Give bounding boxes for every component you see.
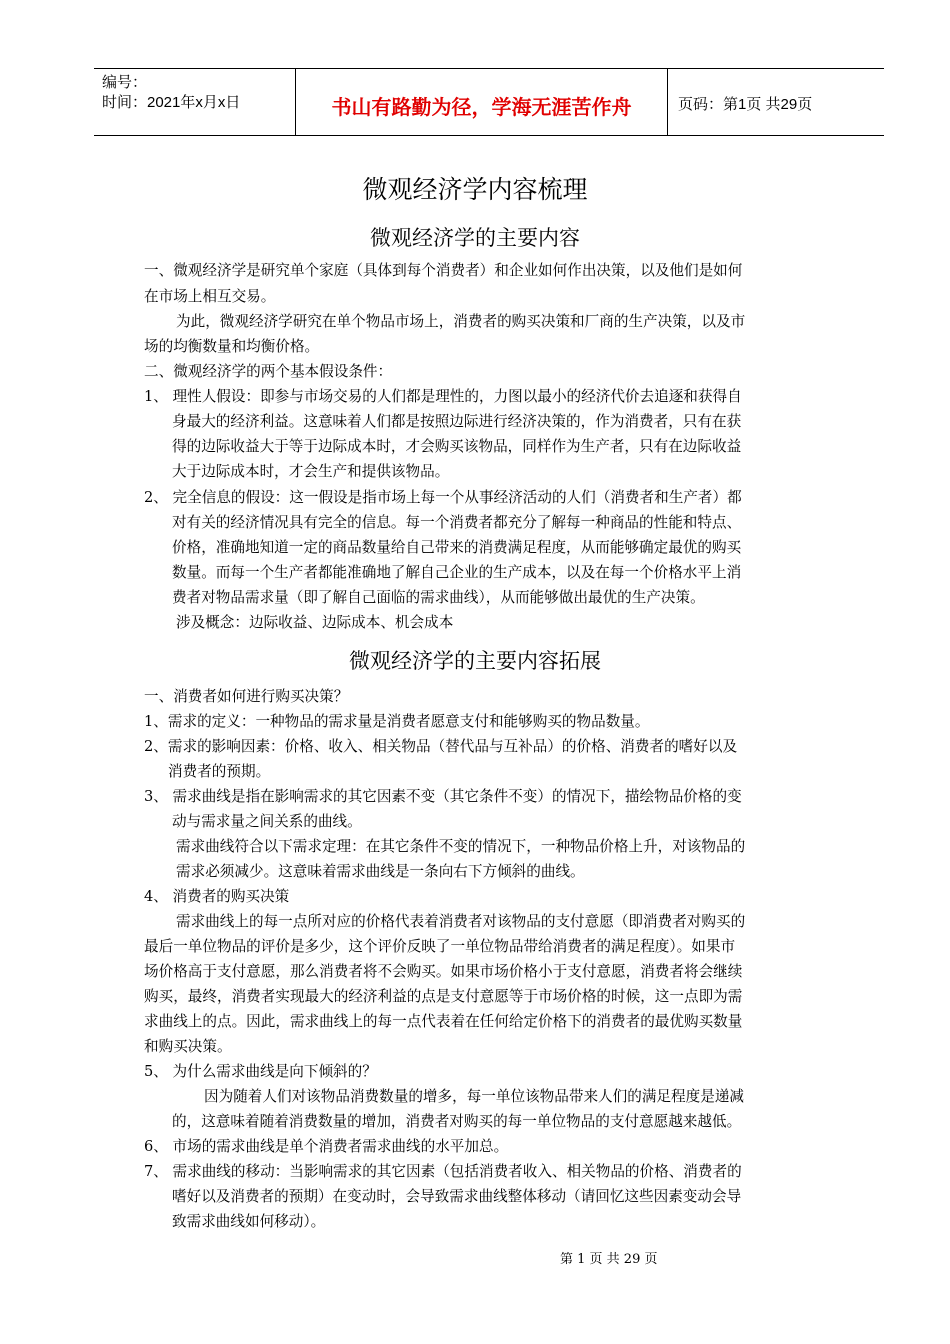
document-number-label: 编号： (102, 74, 148, 91)
list-item-line: 致需求曲线如何移动）。 (172, 1213, 326, 1230)
list-item-line: 1、 理性人假设：即参与市场交易的人们都是理性的，力图以最小的经济代价去追逐和获得自 (144, 388, 742, 405)
paragraph-line: 二、微观经济学的两个基本假设条件： (144, 363, 393, 380)
header-page-info: 页码：第1页 共29页 (678, 96, 813, 113)
document-time-label: 时间：2021年x月x日 (102, 94, 241, 111)
list-item-line: 大于边际成本时，才会生产和提供该物品。 (172, 463, 450, 480)
header-left-cell (94, 69, 296, 135)
paragraph-line: 场的均衡数量和均衡价格。 (144, 338, 320, 355)
paragraph-line: 购买，最终，消费者实现最大的经济利益的点是支付意愿等于市场价格的时候，这一点即为需 (144, 988, 743, 1005)
list-item-line: 3、 需求曲线是指在影响需求的其它因素不变（其它条件不变）的情况下，描绘物品价格的变 (144, 788, 742, 805)
header-table (94, 68, 884, 136)
list-item-line: 4、 消费者的购买决策 (144, 888, 290, 905)
paragraph-line: 的，这意味着随着消费数量的增加，消费者对购买的每一单位物品的支付意愿越来越低。 (172, 1113, 742, 1130)
section-title-main-content: 微观经济学的主要内容 (370, 226, 580, 250)
paragraph-line: 求曲线上的点。因此，需求曲线上的每一点代表着在任何给定价格下的消费者的最优购买数量 (144, 1013, 743, 1030)
list-item-line: 1、需求的定义：一种物品的需求量是消费者愿意支付和能够购买的物品数量。 (144, 713, 650, 730)
list-item-line: 2、需求的影响因素：价格、收入、相关物品（替代品与互补品）的价格、消费者的嗜好以及 (144, 738, 738, 755)
list-item-line: 6、 市场的需求曲线是单个消费者需求曲线的水平加总。 (144, 1138, 509, 1155)
list-item-line: 需求曲线符合以下需求定理：在其它条件不变的情况下，一种物品价格上升，对该物品的 (176, 838, 746, 855)
list-item-line: 费者对物品需求量（即了解自己面临的需求曲线），从而能够做出最优的生产决策。 (172, 589, 705, 606)
header-right-cell (668, 69, 884, 135)
list-item-line: 对有关的经济情况具有完全的信息。每一个消费者都充分了解每一种商品的性能和特点、 (172, 514, 742, 531)
list-item-line: 5、 为什么需求曲线是向下倾斜的？ (144, 1063, 377, 1080)
paragraph-line: 为此，微观经济学研究在单个物品市场上，消费者的购买决策和厂商的生产决策，以及市 (176, 313, 746, 330)
list-item-line: 嗜好以及消费者的预期）在变动时，会导致需求曲线整体移动（请回忆这些因素变动会导 (172, 1188, 742, 1205)
list-item-line: 消费者的预期。 (168, 763, 271, 780)
concepts-line: 涉及概念：边际收益、边际成本、机会成本 (176, 614, 454, 631)
paragraph-line: 和购买决策。 (144, 1038, 232, 1055)
paragraph-line: 一、消费者如何进行购买决策？ (144, 688, 349, 705)
paragraph-line: 需求曲线上的每一点所对应的价格代表着消费者对该物品的支付意愿（即消费者对购买的 (176, 913, 746, 930)
section-title-extension: 微观经济学的主要内容拓展 (349, 649, 601, 673)
paragraph-line: 一、微观经济学是研究单个家庭（具体到每个消费者）和企业如何作出决策，以及他们是如何 (144, 262, 743, 279)
list-item-line: 2、 完全信息的假设：这一假设是指市场上每一个从事经济活动的人们（消费者和生产者）都 (144, 489, 742, 506)
header-middle-cell (296, 69, 668, 135)
list-item-line: 身最大的经济利益。这意味着人们都是按照边际进行经济决策的，作为消费者，只有在获 (172, 413, 742, 430)
list-item-line: 7、 需求曲线的移动：当影响需求的其它因素（包括消费者收入、相关物品的价格、消费者的 (144, 1163, 742, 1180)
list-item-line: 得的边际收益大于等于边际成本时，才会购买该物品，同样作为生产者，只有在边际收益 (172, 438, 742, 455)
header-motto: 书山有路勤为径，学海无涯苦作舟 (331, 95, 632, 119)
list-item-line: 动与需求量之间关系的曲线。 (172, 813, 362, 830)
paragraph-line: 场价格高于支付意愿，那么消费者将不会购买。如果市场价格小于支付意愿，消费者将会继续 (144, 963, 743, 980)
list-item-line: 数量。而每一个生产者都能准确地了解自己企业的生产成本，以及在每一个价格水平上消 (172, 564, 742, 581)
page-footer: 第 1 页 共 29 页 (560, 1252, 658, 1267)
paragraph-line: 在市场上相互交易。 (144, 288, 276, 305)
list-item-line: 需求必须减少。这意味着需求曲线是一条向右下方倾斜的曲线。 (176, 863, 585, 880)
list-item-line: 价格，准确地知道一定的商品数量给自己带来的消费满足程度，从而能够确定最优的购买 (172, 539, 742, 556)
paragraph-line: 因为随着人们对该物品消费数量的增多，每一单位该物品带来人们的满足程度是递减 (204, 1088, 744, 1105)
document-title: 微观经济学内容梳理 (362, 175, 588, 204)
paragraph-line: 最后一单位物品的评价是多少，这个评价反映了一单位物品带给消费者的满足程度）。如果市 (144, 938, 736, 955)
